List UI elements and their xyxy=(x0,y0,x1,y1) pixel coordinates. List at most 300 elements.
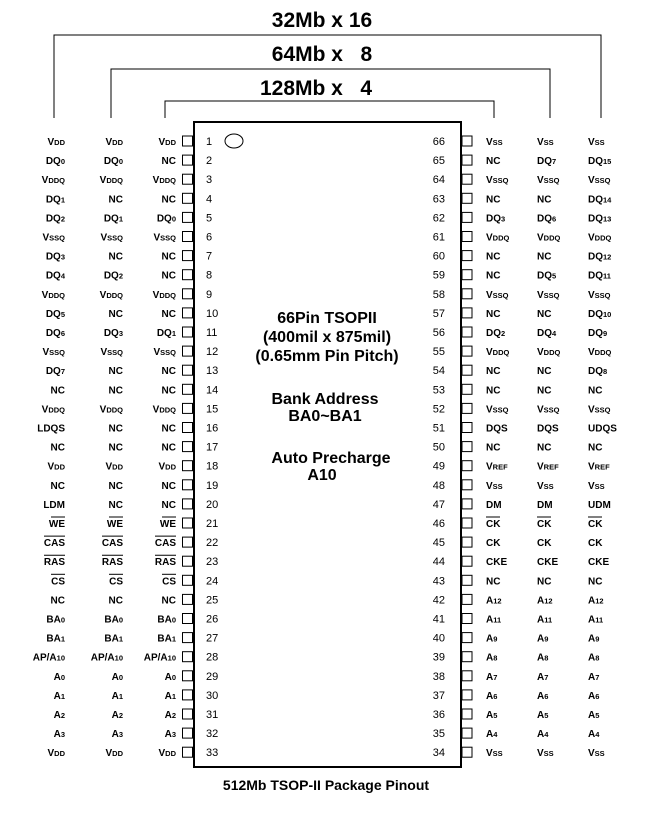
pin-lead xyxy=(462,633,472,643)
signal-x8: VSSQ xyxy=(100,347,123,359)
pin-lead xyxy=(462,365,472,375)
signal-x8: A4 xyxy=(537,729,549,741)
pin-number: 34 xyxy=(432,747,445,760)
signal-x8: NC xyxy=(108,194,123,206)
signal-x4: VSS xyxy=(486,137,503,148)
pin-lead xyxy=(183,690,193,700)
pin-lead xyxy=(462,614,472,624)
signal-x16: DQ9 xyxy=(588,328,608,339)
signal-x8: VREF xyxy=(537,461,559,473)
signal-x4: NC xyxy=(161,385,176,397)
signal-x8: A9 xyxy=(537,633,549,645)
signal-x8: VSS xyxy=(537,480,554,492)
signal-x8: A1 xyxy=(111,690,123,702)
pin-lead xyxy=(183,155,193,165)
pin-number: 47 xyxy=(432,498,445,511)
signal-x8: A0 xyxy=(111,671,123,683)
pin-number: 57 xyxy=(432,307,445,320)
signal-x4: VSS xyxy=(486,748,503,760)
pin-row-10 xyxy=(46,308,218,320)
signal-x4: NC xyxy=(486,156,501,168)
signal-x4: NC xyxy=(161,251,176,263)
signal-x4: VDDQ xyxy=(152,289,176,301)
pin-lead xyxy=(183,403,193,413)
pin-number: 65 xyxy=(432,155,445,168)
pin-lead xyxy=(462,403,472,413)
signal-x16: VSSQ xyxy=(588,404,611,416)
package-type: 66Pin TSOPII xyxy=(277,310,377,327)
signal-x16: DQ6 xyxy=(45,328,65,339)
pin-lead xyxy=(462,461,472,471)
signal-x8: VDDQ xyxy=(537,232,561,244)
pin-lead xyxy=(183,614,193,624)
signal-x4: NC xyxy=(486,251,501,263)
signal-x4: NC xyxy=(161,194,176,206)
signal-x8: A5 xyxy=(537,710,549,721)
pin-row-12 xyxy=(42,346,218,358)
signal-x16: LDM xyxy=(43,499,65,511)
pin-lead xyxy=(183,174,193,184)
signal-x8: CS xyxy=(109,576,123,588)
signal-x4: VSSQ xyxy=(153,232,176,244)
signal-x8: NC xyxy=(537,576,552,588)
pin-number: 1 xyxy=(206,136,213,148)
signal-x4: CKE xyxy=(486,557,508,569)
pin-lead xyxy=(462,690,472,700)
pin-row-2 xyxy=(46,155,212,167)
signal-x8: NC xyxy=(108,308,123,320)
signal-x16: DQ13 xyxy=(588,213,612,225)
signal-x16: A2 xyxy=(53,710,65,721)
pin-lead xyxy=(462,728,472,738)
pin-lead xyxy=(183,461,193,471)
package-info xyxy=(255,310,398,484)
pin-lead xyxy=(183,251,193,261)
pin-number: 38 xyxy=(432,670,445,683)
pin-number: 23 xyxy=(206,556,219,569)
pin-number: 14 xyxy=(206,384,219,397)
pin-lead xyxy=(183,232,193,242)
org-label-x4: 128Mb x 4 xyxy=(259,77,373,100)
pin-number: 15 xyxy=(206,403,219,416)
signal-x16: NC xyxy=(50,595,65,607)
pin-number: 16 xyxy=(206,422,219,435)
signal-x4: VDD xyxy=(158,748,176,760)
pin-lead xyxy=(183,308,193,318)
signal-x8: VSSQ xyxy=(537,289,560,301)
signal-x4: VSSQ xyxy=(486,289,509,301)
signal-x16: NC xyxy=(588,385,603,397)
pin-number: 26 xyxy=(206,613,219,626)
pin-lead xyxy=(183,556,193,566)
signal-x16: VSS xyxy=(588,480,605,492)
pin-row-5 xyxy=(46,212,212,224)
pin-lead xyxy=(462,289,472,299)
pin-number: 45 xyxy=(432,537,445,550)
signal-x16: CK xyxy=(588,538,603,550)
signal-x8: RAS xyxy=(101,557,123,569)
pin-number: 8 xyxy=(206,269,213,282)
pin-number: 37 xyxy=(432,689,445,702)
pin-lead xyxy=(462,212,472,222)
signal-x16: UDM xyxy=(588,499,611,511)
pin-number: 40 xyxy=(432,632,445,645)
signal-x4: CS xyxy=(162,576,176,588)
pin-lead xyxy=(183,193,193,203)
signal-x4: DQS xyxy=(486,423,508,435)
signal-x8: NC xyxy=(537,442,552,454)
signal-x4: VDDQ xyxy=(152,175,176,187)
bank-address-pins: BA0~BA1 xyxy=(288,408,362,425)
signal-x8: A11 xyxy=(537,614,553,626)
signal-x4: BA1 xyxy=(157,633,176,645)
pin-number: 29 xyxy=(206,670,219,683)
signal-x16: VSSQ xyxy=(42,347,65,359)
signal-x16: DQ4 xyxy=(45,270,65,282)
signal-x16: DQ3 xyxy=(45,251,65,263)
signal-x16: A12 xyxy=(588,595,604,607)
diagram-caption: 512Mb TSOP-II Package Pinout xyxy=(222,777,430,793)
pin-row-6 xyxy=(42,232,212,244)
org-label-x8: 64Mb x 8 xyxy=(271,43,373,66)
pin-lead xyxy=(462,193,472,203)
pin-number: 30 xyxy=(206,689,219,702)
signal-x16: VSSQ xyxy=(42,232,65,244)
signal-x8: CKE xyxy=(537,557,559,569)
signal-x8: CK xyxy=(537,538,552,550)
signal-x16: NC xyxy=(50,442,65,454)
pin-row-9 xyxy=(42,289,212,301)
pin-number: 33 xyxy=(206,747,219,760)
pin-number: 48 xyxy=(432,479,445,492)
signal-x4: BA0 xyxy=(157,614,176,626)
pin-lead xyxy=(462,594,472,604)
signal-x4: NC xyxy=(486,308,501,320)
pin-number: 62 xyxy=(432,212,445,225)
signal-x8: A7 xyxy=(537,671,549,683)
signal-x16: VSSQ xyxy=(588,175,611,187)
pin-lead xyxy=(462,327,472,337)
pin-number: 4 xyxy=(206,193,213,206)
signal-x4: A6 xyxy=(486,690,498,702)
signal-x4: NC xyxy=(161,480,176,492)
pin-number: 60 xyxy=(432,250,445,263)
pin-number: 21 xyxy=(206,518,219,530)
signal-x4: VDDQ xyxy=(486,232,510,244)
bracket-x4 xyxy=(165,101,494,118)
signal-x8: VDDQ xyxy=(99,289,123,301)
pin-lead xyxy=(462,671,472,681)
pin-lead xyxy=(462,537,472,547)
pin-lead xyxy=(183,633,193,643)
pin-number: 31 xyxy=(206,709,219,721)
pin-number: 11 xyxy=(206,327,218,339)
pin-lead xyxy=(183,480,193,490)
left-pin-rows xyxy=(33,136,219,759)
signal-x4: A9 xyxy=(486,633,498,645)
signal-x16: DQ12 xyxy=(588,251,612,263)
pin-number: 44 xyxy=(432,556,445,569)
pin-lead xyxy=(462,499,472,509)
signal-x16: LDQS xyxy=(37,423,65,435)
pin-row-27 xyxy=(46,633,218,645)
signal-x4: A5 xyxy=(486,710,498,721)
signal-x4: DQ1 xyxy=(156,328,176,339)
pin-number: 66 xyxy=(432,136,445,148)
pin-row-20 xyxy=(43,499,218,511)
pin-number: 53 xyxy=(432,384,445,397)
signal-x8: CK xyxy=(537,519,552,530)
signal-x8: NC xyxy=(108,595,123,607)
signal-x4: A12 xyxy=(486,595,502,607)
pin-lead xyxy=(183,709,193,719)
pin-row-16 xyxy=(37,423,218,435)
signal-x4: NC xyxy=(486,270,501,282)
signal-x4: A2 xyxy=(164,710,176,721)
signal-x4: DQ2 xyxy=(486,328,506,339)
pin-number: 54 xyxy=(432,365,445,378)
signal-x8: VDDQ xyxy=(99,175,123,187)
pin-number: 28 xyxy=(206,651,219,664)
signal-x4: A11 xyxy=(486,614,502,626)
pin-number: 25 xyxy=(206,594,219,607)
signal-x8: NC xyxy=(537,251,552,263)
signal-x8: VSSQ xyxy=(537,404,560,416)
signal-x4: VSSQ xyxy=(153,347,176,359)
signal-x8: VSS xyxy=(537,748,554,760)
pin-number: 20 xyxy=(206,498,219,511)
pin-lead xyxy=(183,499,193,509)
signal-x8: DQ5 xyxy=(537,270,557,282)
pin-lead xyxy=(462,155,472,165)
signal-x16: A1 xyxy=(53,690,65,702)
pin-lead xyxy=(462,747,472,757)
signal-x4: DQ3 xyxy=(486,213,506,225)
pin-number: 2 xyxy=(206,155,213,168)
signal-x4: A8 xyxy=(486,652,498,664)
pin-lead xyxy=(183,327,193,337)
pin-number: 43 xyxy=(432,575,445,588)
signal-x8: BA1 xyxy=(104,633,123,645)
signal-x8: NC xyxy=(108,442,123,454)
signal-x16: A3 xyxy=(53,729,65,741)
pin-lead xyxy=(183,652,193,662)
signal-x8: NC xyxy=(108,385,123,397)
pin-number: 22 xyxy=(206,537,219,550)
signal-x8: DM xyxy=(537,499,553,511)
signal-x8: NC xyxy=(537,366,552,378)
pin-number: 56 xyxy=(432,327,445,339)
pin-number: 61 xyxy=(432,231,445,244)
signal-x16: NC xyxy=(50,385,65,397)
signal-x4: NC xyxy=(161,366,176,378)
signal-x8: VDDQ xyxy=(99,404,123,416)
signal-x16: CKE xyxy=(588,557,610,569)
signal-x16: NC xyxy=(50,480,65,492)
signal-x16: CK xyxy=(588,519,603,530)
pin-pitch: (0.65mm Pin Pitch) xyxy=(255,348,399,365)
signal-x4: CAS xyxy=(154,538,176,550)
signal-x4: VSSQ xyxy=(486,404,509,416)
pin-row-4 xyxy=(46,193,212,205)
pin-lead xyxy=(462,518,472,528)
pin-number: 58 xyxy=(432,288,445,301)
signal-x4: NC xyxy=(161,442,176,454)
signal-x16: RAS xyxy=(43,557,65,569)
signal-x16: VDDQ xyxy=(588,347,612,359)
pin-row-1 xyxy=(47,136,212,148)
pin-lead xyxy=(183,671,193,681)
pin-number: 6 xyxy=(206,231,213,244)
pin-number: 18 xyxy=(206,460,219,473)
auto-precharge-title: Auto Precharge xyxy=(271,450,391,467)
pin-number: 13 xyxy=(206,365,219,378)
signal-x16: AP/A10 xyxy=(32,652,65,664)
signal-x4: NC xyxy=(161,499,176,511)
signal-x16: DQ7 xyxy=(45,366,65,378)
signal-x8: NC xyxy=(108,366,123,378)
signal-x8: BA0 xyxy=(104,614,123,626)
package-dimensions: (400mil x 875mil) xyxy=(262,329,392,346)
signal-x8: DQ4 xyxy=(537,328,557,339)
pin-number: 39 xyxy=(432,651,445,664)
signal-x16: VDD xyxy=(47,748,65,760)
pin-number: 42 xyxy=(432,594,445,607)
signal-x8: DQ7 xyxy=(537,156,557,168)
signal-x4: A1 xyxy=(164,690,176,702)
signal-x16: A11 xyxy=(588,614,604,626)
signal-x8: CAS xyxy=(101,538,123,550)
signal-x16: A0 xyxy=(53,671,65,683)
pin-number: 19 xyxy=(206,479,219,492)
signal-x4: AP/A10 xyxy=(143,652,176,664)
pin-number: 32 xyxy=(206,728,219,741)
signal-x16: NC xyxy=(588,442,603,454)
signal-x16: DQ1 xyxy=(45,194,65,206)
signal-x4: CK xyxy=(486,538,501,550)
pin-number: 36 xyxy=(432,709,445,721)
pin-number: 5 xyxy=(206,212,213,225)
signal-x8: VSS xyxy=(537,137,554,148)
signal-x16: DQ8 xyxy=(588,366,608,378)
signal-x8: NC xyxy=(537,385,552,397)
signal-x4: A3 xyxy=(164,729,176,741)
pin-lead xyxy=(462,136,472,146)
pin-row-23 xyxy=(44,555,218,568)
signal-x16: VDDQ xyxy=(41,289,65,301)
pin-number: 24 xyxy=(206,575,219,588)
signal-x4: A0 xyxy=(164,671,176,683)
pin-number: 3 xyxy=(206,174,213,187)
signal-x16: VDDQ xyxy=(588,232,612,244)
signal-x16: A6 xyxy=(588,690,600,702)
signal-x4: NC xyxy=(486,366,501,378)
pin-number: 12 xyxy=(206,346,219,359)
signal-x4: NC xyxy=(486,194,501,206)
signal-x8: AP/A10 xyxy=(90,652,123,664)
pin-lead xyxy=(183,442,193,452)
signal-x16: VDD xyxy=(47,461,65,473)
signal-x4: NC xyxy=(161,156,176,168)
pin-number: 63 xyxy=(432,193,445,206)
signal-x4: A7 xyxy=(486,671,498,683)
signal-x4: VDD xyxy=(158,461,176,473)
pin-lead xyxy=(183,423,193,433)
pin-lead xyxy=(462,556,472,566)
signal-x16: VREF xyxy=(588,461,610,473)
signal-x8: NC xyxy=(108,499,123,511)
signal-x4: VDDQ xyxy=(486,347,510,359)
pin-lead xyxy=(183,747,193,757)
signal-x16: BA1 xyxy=(46,633,65,645)
pin-number: 46 xyxy=(432,518,445,530)
signal-x4: VDD xyxy=(158,137,176,148)
pin-number: 10 xyxy=(206,307,219,320)
signal-x4: DQ0 xyxy=(156,213,176,225)
signal-x8: VDDQ xyxy=(537,347,561,359)
signal-x8: DQ2 xyxy=(103,270,123,282)
pin-lead xyxy=(183,537,193,547)
pin-number: 55 xyxy=(432,346,445,359)
signal-x16: BA0 xyxy=(46,614,65,626)
pin-lead xyxy=(183,384,193,394)
pin-row-11 xyxy=(46,327,218,339)
signal-x4: VSS xyxy=(486,480,503,492)
pin-row-7 xyxy=(46,251,212,263)
signal-x16: A8 xyxy=(588,652,600,664)
signal-x8: VDD xyxy=(105,137,123,148)
pin-number: 51 xyxy=(432,422,445,435)
pin-lead xyxy=(183,575,193,585)
pin-number: 50 xyxy=(432,441,445,454)
signal-x16: VSSQ xyxy=(588,289,611,301)
pin-lead xyxy=(462,709,472,719)
signal-x4: NC xyxy=(486,442,501,454)
signal-x4: WE xyxy=(159,519,176,530)
pin-row-33 xyxy=(47,747,218,759)
signal-x16: VSS xyxy=(588,137,605,148)
pin-row-8 xyxy=(46,270,212,282)
pin-number: 17 xyxy=(206,441,219,454)
pin-lead xyxy=(462,423,472,433)
pin-row-22 xyxy=(44,536,218,549)
signal-x8: NC xyxy=(108,423,123,435)
signal-x16: UDQS xyxy=(588,423,617,435)
pin-row-15 xyxy=(42,403,219,415)
signal-x16: DQ5 xyxy=(45,308,65,320)
signal-x8: DQS xyxy=(537,423,559,435)
pin-number: 35 xyxy=(432,728,445,741)
signal-x16: DQ15 xyxy=(588,156,612,168)
signal-x16: A7 xyxy=(588,671,600,683)
signal-x4: NC xyxy=(161,595,176,607)
signal-x8: A3 xyxy=(111,729,123,741)
signal-x16: DQ14 xyxy=(588,194,612,206)
signal-x16: VDDQ xyxy=(41,175,65,187)
pin-number: 59 xyxy=(432,269,445,282)
pin-row-26 xyxy=(46,614,218,626)
pin-lead xyxy=(462,652,472,662)
signal-x16: CAS xyxy=(43,538,65,550)
signal-x4: DM xyxy=(486,499,502,511)
signal-x4: A4 xyxy=(486,729,498,741)
pin-lead xyxy=(462,480,472,490)
signal-x8: A8 xyxy=(537,652,549,664)
pin-lead xyxy=(183,136,193,146)
pin-lead xyxy=(462,442,472,452)
signal-x8: VDD xyxy=(105,748,123,760)
pin-number: 52 xyxy=(432,403,445,416)
